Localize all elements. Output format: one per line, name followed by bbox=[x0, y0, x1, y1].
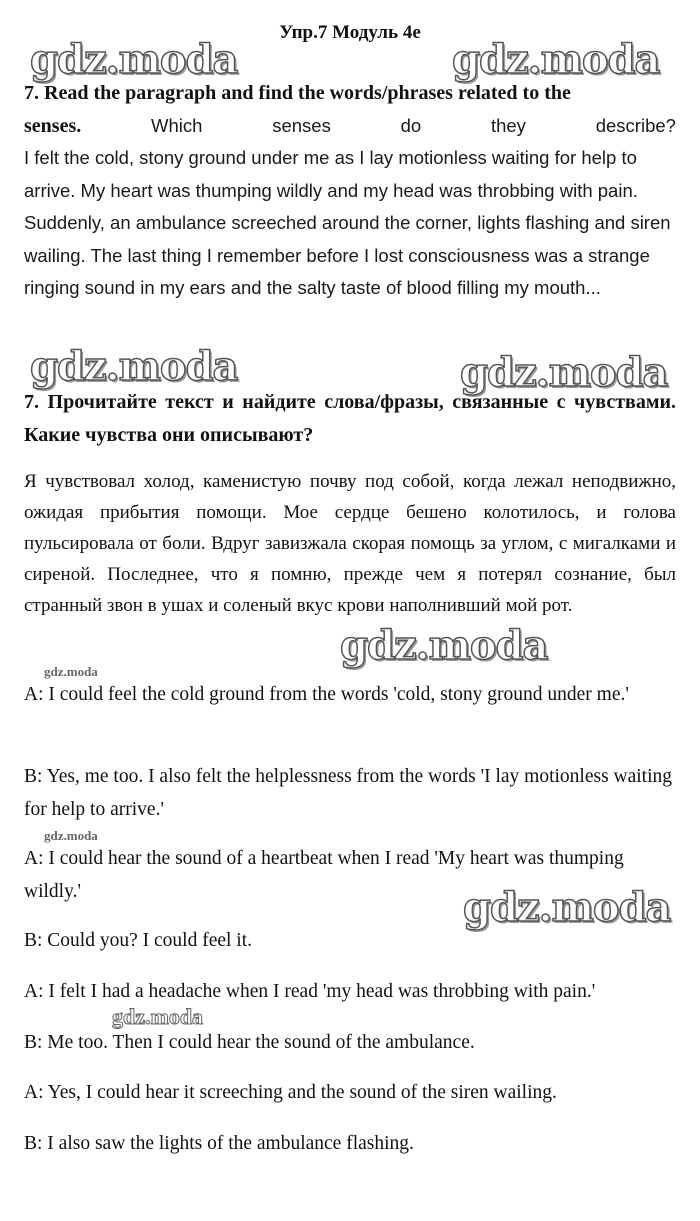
watermark: gdz.moda bbox=[30, 343, 238, 390]
heading-word: senses. bbox=[24, 115, 82, 137]
heading-word: do bbox=[400, 115, 422, 136]
english-task-heading bbox=[24, 77, 676, 143]
watermark-small: gdz.moda bbox=[44, 828, 98, 843]
heading-word: Which bbox=[151, 115, 203, 136]
watermark: gdz.moda bbox=[30, 36, 238, 83]
english-heading-line-1: 7. Read the paragraph and find the words/phrases related to the bbox=[24, 82, 571, 104]
russian-task-heading: 7. Прочитайте текст и найдите слова/фразы, связанные с чувствами. Какие чувства они описывают? bbox=[24, 391, 676, 446]
watermark: gdz.moda bbox=[340, 622, 548, 669]
dialogue-line: B: I also saw the lights of the ambulance flashing. bbox=[24, 1133, 414, 1154]
dialogue-line: B: Could you? I could feel it. bbox=[24, 930, 253, 951]
dialogue-line: A: I could hear the sound of a heartbeat when I read 'My heart was thumping wildly.' bbox=[24, 848, 624, 902]
watermark-small: gdz.moda bbox=[44, 664, 98, 679]
dialogue-line: A: I felt I had a headache when I read 'my head was throbbing with pain.' bbox=[24, 981, 596, 1002]
heading-word: they bbox=[490, 115, 526, 136]
english-heading-line-2 bbox=[24, 110, 676, 143]
watermark: gdz.moda bbox=[460, 349, 668, 396]
dialogue-line: A: Yes, I could hear it screeching and the sound of the siren wailing. bbox=[24, 1082, 557, 1103]
russian-paragraph: Я чувствовал холод, каменистую почву под собой, когда лежал неподвижно, ожидая прибытия помощи. Мое сердце бешено колотилось, и голова пульсировала от боли. Вдруг завизжала скорая помощь за углом, с мигалками и сиреной. Последнее, что я помню, прежде чем я потерял сознание, был странный звон в ушах и соленый вкус крови наполнивший мой рот. bbox=[24, 471, 676, 616]
dialogue-line: A: I could feel the cold ground from the words 'cold, stony ground under me.' bbox=[24, 684, 629, 705]
heading-word: describe? bbox=[595, 115, 676, 136]
watermark-small: gdz.moda bbox=[112, 1004, 204, 1029]
page-title: Упр.7 Модуль 4е bbox=[279, 22, 421, 43]
watermark: gdz.moda bbox=[463, 884, 671, 931]
watermark: gdz.moda bbox=[452, 36, 660, 83]
dialogue-line: B: Yes, me too. I also felt the helplessness from the words 'I lay motionless waiting for help to arrive.' bbox=[24, 766, 673, 820]
english-paragraph: I felt the cold, stony ground under me as I lay motionless waiting for help to arrive. My heart was thumping wildly and my head was throbbing with pain. Suddenly, an ambulance screeched around the corner, lights flashing and siren wailing. The last thing I remember before I lost consciousness was a strange ringing sound in my ears and the salty taste of blood filling my mouth... bbox=[24, 147, 671, 298]
dialogue-line: B: Me too. Then I could hear the sound of the ambulance. bbox=[24, 1032, 475, 1053]
heading-word: senses bbox=[272, 115, 331, 136]
